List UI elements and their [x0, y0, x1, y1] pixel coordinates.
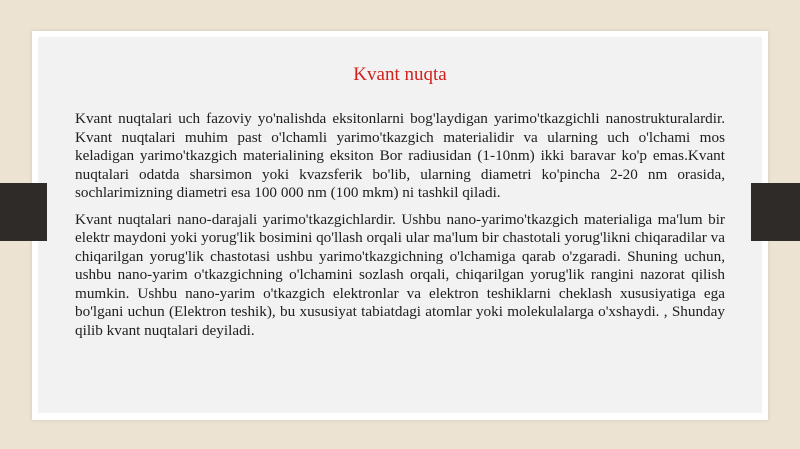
left-decorative-tab: [0, 183, 47, 241]
paragraph-1: Kvant nuqtalari uch fazoviy yo'nalishda eksitonlarni bog'laydigan yarimo'tkazgichli nanostrukturalardir. Kvant nuqtalari muhim past o'lchamli yarimo'tkazgich materialidir va ularning uch o'lchami mos keladigan yarimo'tkazgich materialining eksiton Bor radiusidan (1-10nm) ikki baravar ko'p emas.Kvant nuqtalari odatda sharsimon yoki kvazsferik bo'lib, ularning diametri ko'pincha 2-20 nm orasida, sochlarimizning diametri esa 100 000 nm (100 mkm) ni tashkil qiladi.: [75, 110, 725, 201]
paragraph-2: Kvant nuqtalari nano-darajali yarimo'tkazgichlardir. Ushbu nano-yarimo'tkazgich materialiga ma'lum bir elektr maydoni yoki yorug'lik bosimini qo'llash orqali ular ma'lum bir chastotali yorug'likni chiqaradilar va chiqarilgan yorug'lik chastotasi ushbu yarimo'tkazgichning o'lchamiga qarab o'zgaradi. Shuning uchun, ushbu nano-yarim o'tkazgichning o'lchamini sozlash orqali, chiqarilgan yorug'lik rangini nazorat qilish mumkin. Ushbu nano-yarim o'tkazgich elektronlar va elektron teshiklarni cheklash xususiyatiga ega bo'lgani uchun (Elektron teshik), bu xususiyat tabiatdagi atomlar yoki molekulalarga o'xshaydi. , Shunday qilib kvant nuqtalari deyiladi.: [75, 210, 725, 339]
slide-body: [75, 110, 725, 348]
slide-title: Kvant nuqta: [353, 64, 447, 85]
right-decorative-tab: [751, 183, 800, 241]
